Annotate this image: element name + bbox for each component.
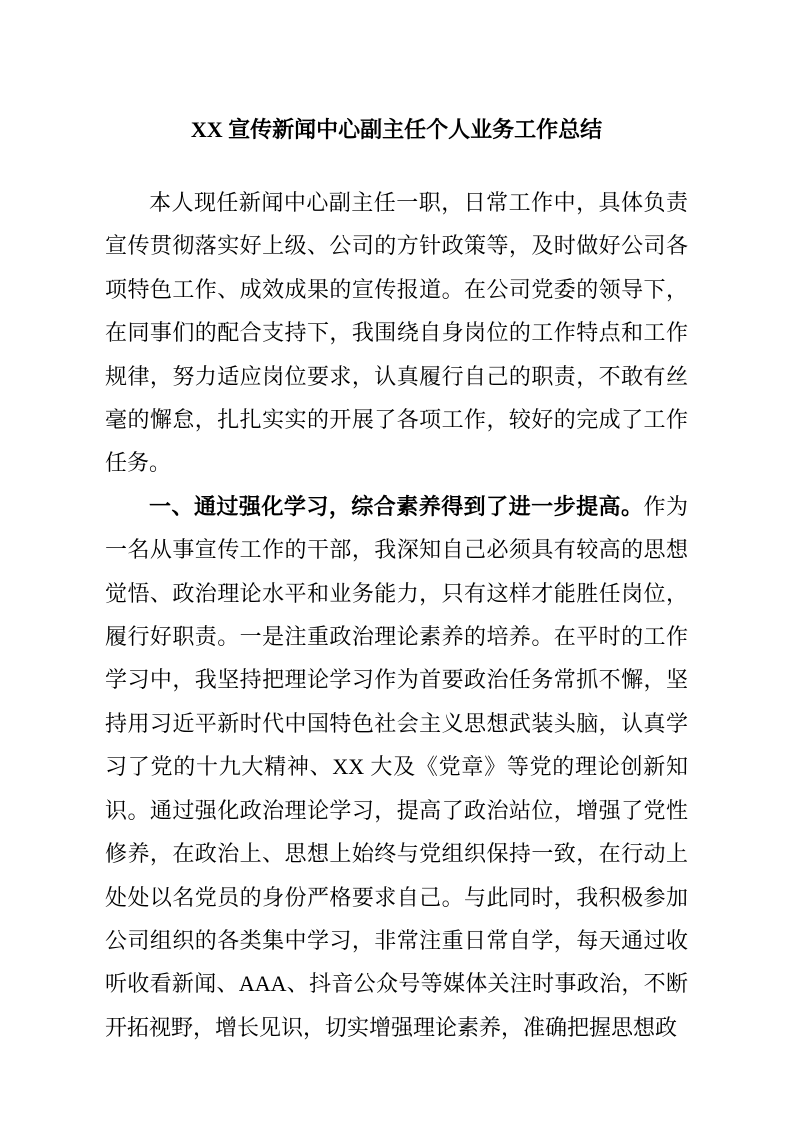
text-run: 作为一名从事宣传工作的干部，我深知自己必须具有较高的思想觉悟、政治理论水平和业务能力，只有这样才能胜任岗位，履行好职责。一是注重政治理论素养的培养。在平时的工作学习中，我坚持把理论学习作为首要政治任务常抓不懈，坚持用习近平新时代中国特色社会主义思想武装头脑，认真学习了党的十九大精神、XX 大及《党章》等党的理论创新知识。通过强化政治理论学习，提高了政治站位，增强了党性修养，在政治上、思想上始终与党组织保持一致，在行动上处处以名党员的身份严格要求自己。与此同时，我积极参加公司组织的各类集中学习，非常注重日常自学，每天通过收听收看新闻、AAA、抖音公众号等媒体关注时事政治，不断开拓视野，增长见识，切实增强理论素养，准确把握思想政 [105, 493, 688, 1040]
text-run-bold: 一、通过强化学习，综合素养得到了进一步提高。 [149, 493, 644, 519]
paragraph [105, 181, 688, 485]
document-title: XX 宣传新闻中心副主任个人业务工作总结 [190, 117, 603, 142]
text-run: 本人现任新闻中心副主任一职，日常工作中，具体负责宣传贯彻落实好上级、公司的方针政策等，及时做好公司各项特色工作、成效成果的宣传报道。在公司党委的领导下，在同事们的配合支持下，我围绕自身岗位的工作特点和工作规律，努力适应岗位要求，认真履行自己的职责，不敢有丝毫的懈怠，扎扎实实的开展了各项工作，较好的完成了工作任务。 [105, 190, 688, 476]
document-body [105, 181, 688, 1049]
paragraph [105, 485, 688, 1049]
